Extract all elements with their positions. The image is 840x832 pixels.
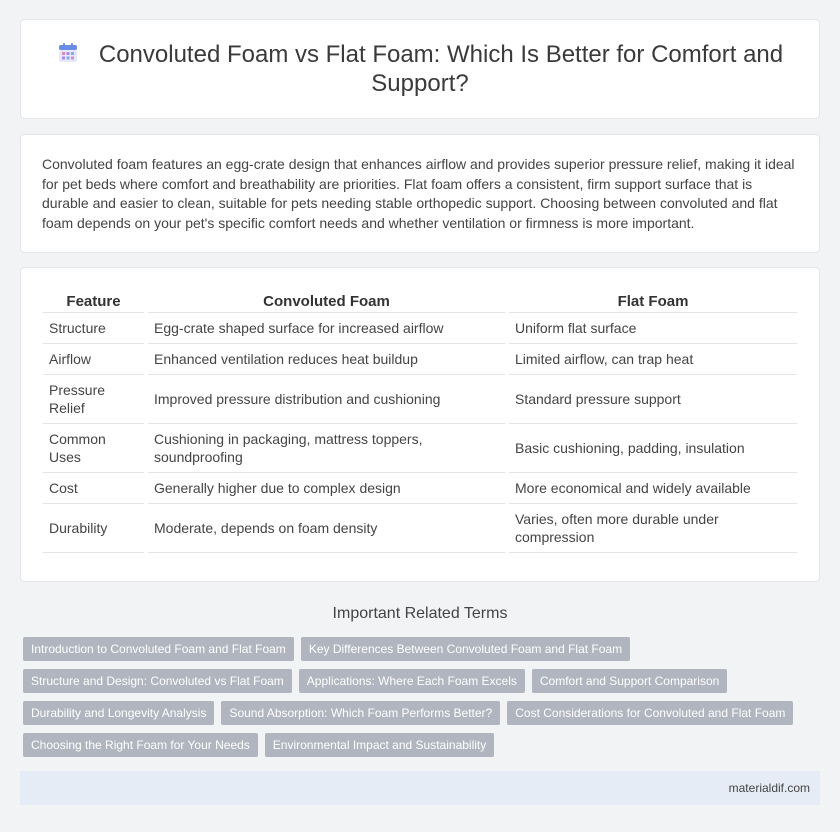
- table-header-row: [43, 292, 797, 313]
- cell-convoluted: Improved pressure distribution and cushioning: [148, 375, 505, 424]
- title-wrap: [51, 40, 789, 98]
- header-flat: Flat Foam: [509, 292, 797, 313]
- header-feature: Feature: [43, 292, 144, 313]
- related-tag[interactable]: Environmental Impact and Sustainability: [265, 733, 494, 757]
- footer: [20, 771, 820, 805]
- cell-feature: Cost: [43, 473, 144, 504]
- calendar-grid-icon: [57, 42, 79, 64]
- related-tags: [20, 637, 820, 757]
- table-row: [43, 424, 797, 473]
- cell-convoluted: Enhanced ventilation reduces heat buildup: [148, 344, 505, 375]
- cell-feature: Durability: [43, 504, 144, 553]
- cell-flat: Uniform flat surface: [509, 313, 797, 344]
- related-terms-heading: Important Related Terms: [332, 605, 508, 622]
- table-row: [43, 313, 797, 344]
- cell-convoluted: Cushioning in packaging, mattress toppers, soundproofing: [148, 424, 505, 473]
- page-title: Convoluted Foam vs Flat Foam: Which Is Better for Comfort and Support?: [98, 41, 784, 97]
- cell-feature: Common Uses: [43, 424, 144, 473]
- header-convoluted: Convoluted Foam: [148, 292, 505, 313]
- footer-site[interactable]: materialdif.com: [728, 781, 810, 795]
- intro-card: [20, 134, 820, 253]
- related-tag[interactable]: Applications: Where Each Foam Excels: [299, 669, 525, 693]
- related-tag[interactable]: Structure and Design: Convoluted vs Flat Foam: [23, 669, 292, 693]
- cell-flat: Limited airflow, can trap heat: [509, 344, 797, 375]
- cell-flat: More economical and widely available: [509, 473, 797, 504]
- cell-flat: Varies, often more durable under compression: [509, 504, 797, 553]
- cell-feature: Structure: [43, 313, 144, 344]
- related-tag[interactable]: Durability and Longevity Analysis: [23, 701, 214, 725]
- table-row: [43, 344, 797, 375]
- related-tag[interactable]: Key Differences Between Convoluted Foam and Flat Foam: [301, 637, 630, 661]
- cell-flat: Standard pressure support: [509, 375, 797, 424]
- cell-flat: Basic cushioning, padding, insulation: [509, 424, 797, 473]
- table-row: [43, 473, 797, 504]
- table-row: [43, 504, 797, 553]
- comparison-table: [39, 292, 801, 553]
- title-card: [20, 19, 820, 119]
- cell-convoluted: Egg-crate shaped surface for increased airflow: [148, 313, 505, 344]
- cell-convoluted: Moderate, depends on foam density: [148, 504, 505, 553]
- related-tag[interactable]: Choosing the Right Foam for Your Needs: [23, 733, 258, 757]
- cell-feature: Pressure Relief: [43, 375, 144, 424]
- cell-convoluted: Generally higher due to complex design: [148, 473, 505, 504]
- related-tag[interactable]: Cost Considerations for Convoluted and Flat Foam: [507, 701, 793, 725]
- comparison-card: [20, 267, 820, 582]
- related-tag[interactable]: Introduction to Convoluted Foam and Flat Foam: [23, 637, 294, 661]
- related-tag[interactable]: Comfort and Support Comparison: [532, 669, 727, 693]
- intro-paragraph: Convoluted foam features an egg-crate design that enhances airflow and provides superior pressure relief, making it ideal for pet beds where comfort and breathability are priorities. Flat foam offers a consistent, firm support surface that is durable and easier to clean, suitable for pets needing stable orthopedic support. Choosing between convoluted and flat foam depends on your pet's specific comfort needs and whether ventilation or firmness is more important.: [42, 156, 795, 231]
- related-tag[interactable]: Sound Absorption: Which Foam Performs Better?: [221, 701, 500, 725]
- cell-feature: Airflow: [43, 344, 144, 375]
- table-row: [43, 375, 797, 424]
